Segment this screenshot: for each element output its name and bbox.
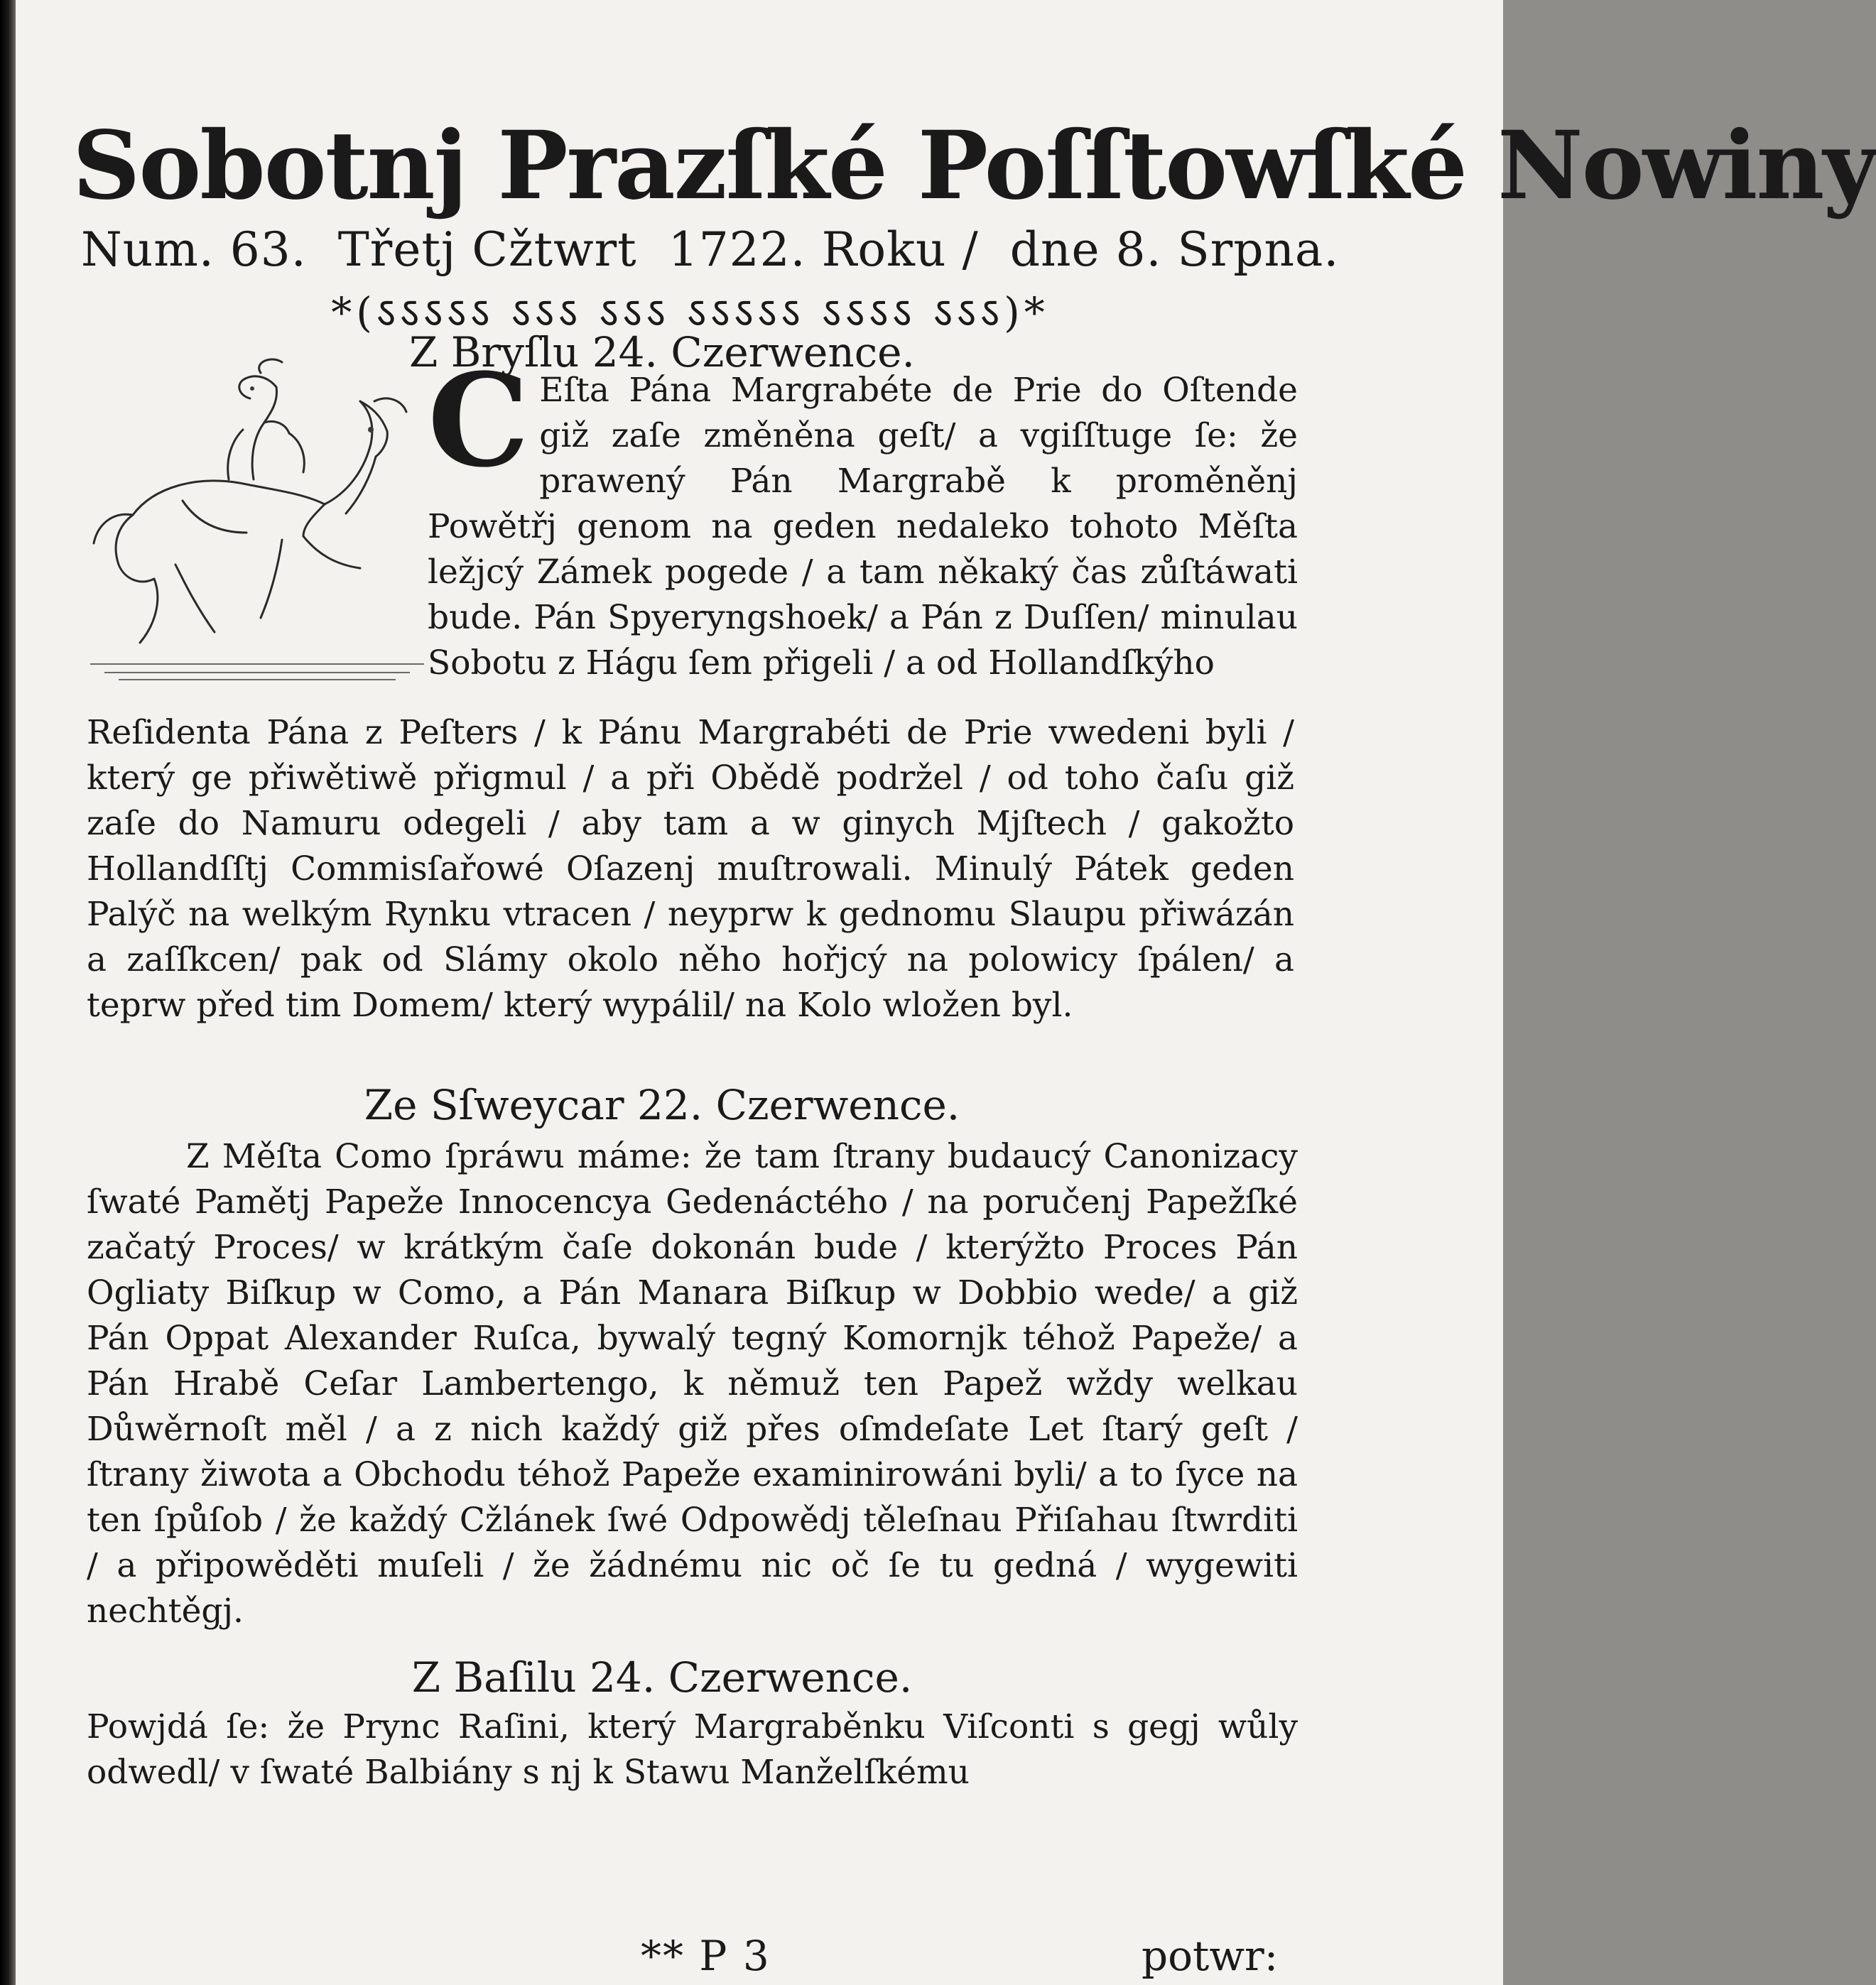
dateline-brussels: Z Bryſlu 24. Czerwence. (409, 328, 915, 376)
issue-line (81, 222, 1340, 277)
issue-year: 1722. Roku / (668, 222, 979, 277)
binding-edge (0, 0, 16, 1985)
dateline-basel: Z Baſilu 24. Czerwence. (411, 1653, 913, 1702)
article-brussels-lead-text: Eſta Pána Margrabéte de Prie do Oſtende giž zaſe změněna geſt/ a vgiſſtuge ſe: že prawený Pán Margrabě k proměněnj Powětřj genom na geden nedaleko tohoto Měſta ležjcý Zámek pogede / a tam někaký čas zůſtáwati bude. Pán Spyeryngshoek/ a Pán z Duſſen/ minulau Sobotu z Hágu ſem přigeli / a od Hollandſkýho (428, 371, 1298, 682)
newspaper-page (16, 0, 1876, 1985)
article-brussels-body: Reſidenta Pána z Peſters / k Pánu Margrabéti de Prie vwedeni byli / který ge přiwětiwě přigmul / a při Obědě podržel / od toho čaſu giž zaſe do Namuru odegeli / aby tam a w ginych Mjſtech / gakožto Hollandſſtj Commisſařowé Oſazenj muſtrowali. Minulý Pátek geden Palýč na welkým Rynku vtracen / neyprw k gednomu Slaupu přiwázán a zaſſkcen/ pak od Slámy okolo něho hořjcý na polowicy ſpálen/ a teprw před tim Domem/ který wypálil/ na Kolo wložen byl. (87, 713, 1294, 1025)
issue-date: dne 8. Srpna. (1009, 222, 1340, 277)
signature-mark: ** P 3 (641, 1932, 771, 1980)
issue-quarter: Třetj Cžtwrt (337, 222, 637, 277)
dateline-switzerland: Ze Sſweycar 22. Czerwence. (364, 1081, 960, 1129)
issue-number: Num. 63. (81, 222, 307, 277)
drop-cap: C (428, 346, 530, 496)
masthead-title: Sobotnj Prazſké Poſſtowſké Nowiny (72, 111, 1876, 221)
catchword: potwr: (1142, 1932, 1279, 1980)
woodcut-horseman-illustration (90, 352, 424, 685)
article-switzerland-body: Z Měſta Como ſpráwu máme: že tam ſtrany budaucý Canonizacy ſwaté Pamětj Papeže Innocencya Gedenáctého / na poručenj Papežſké začatý Proces/ w krátkým čaſe dokonán bude / kterýžto Proces Pán Ogliaty Biſkup w Como, a Pán Manara Biſkup w Dobbio wede/ a giž Pán Oppat Alexander Ruſca, bywalý tegný Komornjk téhož Papeže/ a Pán Hrabě Ceſar Lambertengo, k němuž ten Papež wždy welkau Důwěrnoſt měl / a z nich každý giž přes oſmdeſate Let ſtarý geſt / ſtrany žiwota a Obchodu téhož Papeže examinirowáni byli/ a to ſyce na ten ſpůſob / že každý Cžlánek ſwé Odpowědj těleſnau Přiſahau ſtwrditi / a připowěděti muſeli / že žádnému nic oč ſe tu gedná / wygewiti nechtěgj. (87, 1137, 1298, 1631)
article-basel-body: Powjdá ſe: že Prync Raſini, který Margraběnku Viſconti s gegj wůly odwedl/ v ſwaté Balbiány s nj k Stawu Manželſkému (87, 1707, 1298, 1792)
ornamental-rule: *(ऽऽऽऽऽ ऽऽऽ ऽऽऽ ऽऽऽऽऽ ऽऽऽऽ ऽऽऽ)* (331, 288, 1049, 337)
